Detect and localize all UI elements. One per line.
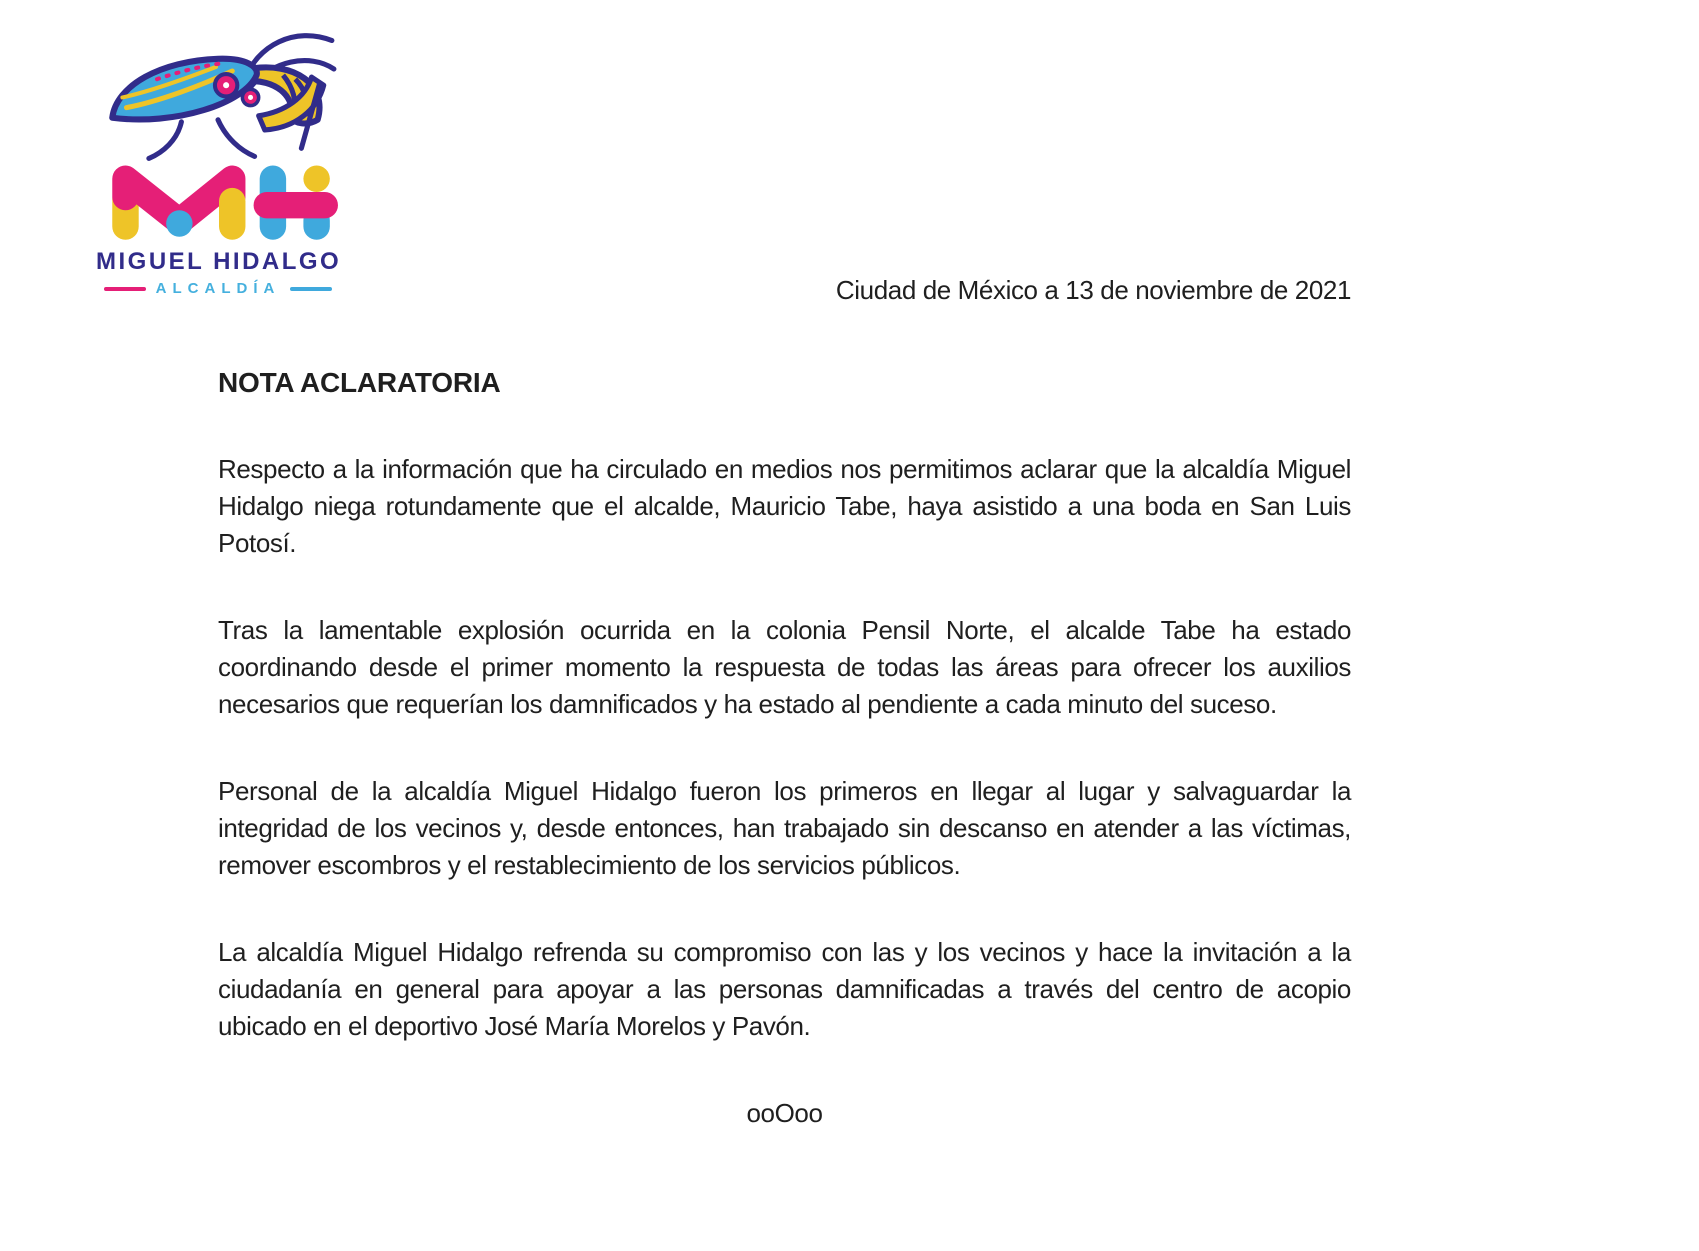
logo-org-subtitle: ALCALDÍA bbox=[155, 280, 281, 297]
paragraph-1: Respecto a la información que ha circulado en medios nos permitimos aclarar que la alcaldía Miguel Hidalgo niega rotundamente que el alcalde, Mauricio Tabe, haya asistido a una boda en San Luis Potosí. bbox=[218, 454, 1351, 558]
subtitle-left-dash bbox=[104, 287, 146, 291]
letter-body bbox=[218, 272, 1351, 1132]
paragraph-4: La alcaldía Miguel Hidalgo refrenda su compromiso con las y los vecinos y hace la invitación a la ciudadanía en general para apoyar a las personas damnificadas a través del centro de acopio ubicado en el deportivo José María Morelos y Pavón. bbox=[218, 937, 1351, 1041]
alcaldia-mh-logo bbox=[96, 18, 340, 297]
paragraph-2: Tras la lamentable explosión ocurrida en la colonia Pensil Norte, el alcalde Tabe ha estado coordinando desde el primer momento la respuesta de todas las áreas para ofrecer los auxilios necesarios que requerían los damnificados y ha estado al pendiente a cada minuto del suceso. bbox=[218, 615, 1351, 719]
date-line: Ciudad de México a 13 de noviembre de 2021 bbox=[835, 275, 1351, 305]
document-title: NOTA ACLARATORIA bbox=[218, 367, 501, 398]
logo-graphic bbox=[96, 18, 340, 246]
mh-monogram bbox=[125, 166, 329, 237]
logo-org-name: MIGUEL HIDALGO bbox=[96, 248, 342, 275]
grasshopper-icon bbox=[112, 36, 334, 159]
paragraph-3: Personal de la alcaldía Miguel Hidalgo fueron los primeros en llegar al lugar y salvaguardar la integridad de los vecinos y, desde entonces, han trabajado sin descanso en atender a las víctimas, remover escombros y el restablecimiento de los servicios públicos. bbox=[218, 776, 1351, 880]
footer-separator: ooOoo bbox=[746, 1098, 823, 1128]
